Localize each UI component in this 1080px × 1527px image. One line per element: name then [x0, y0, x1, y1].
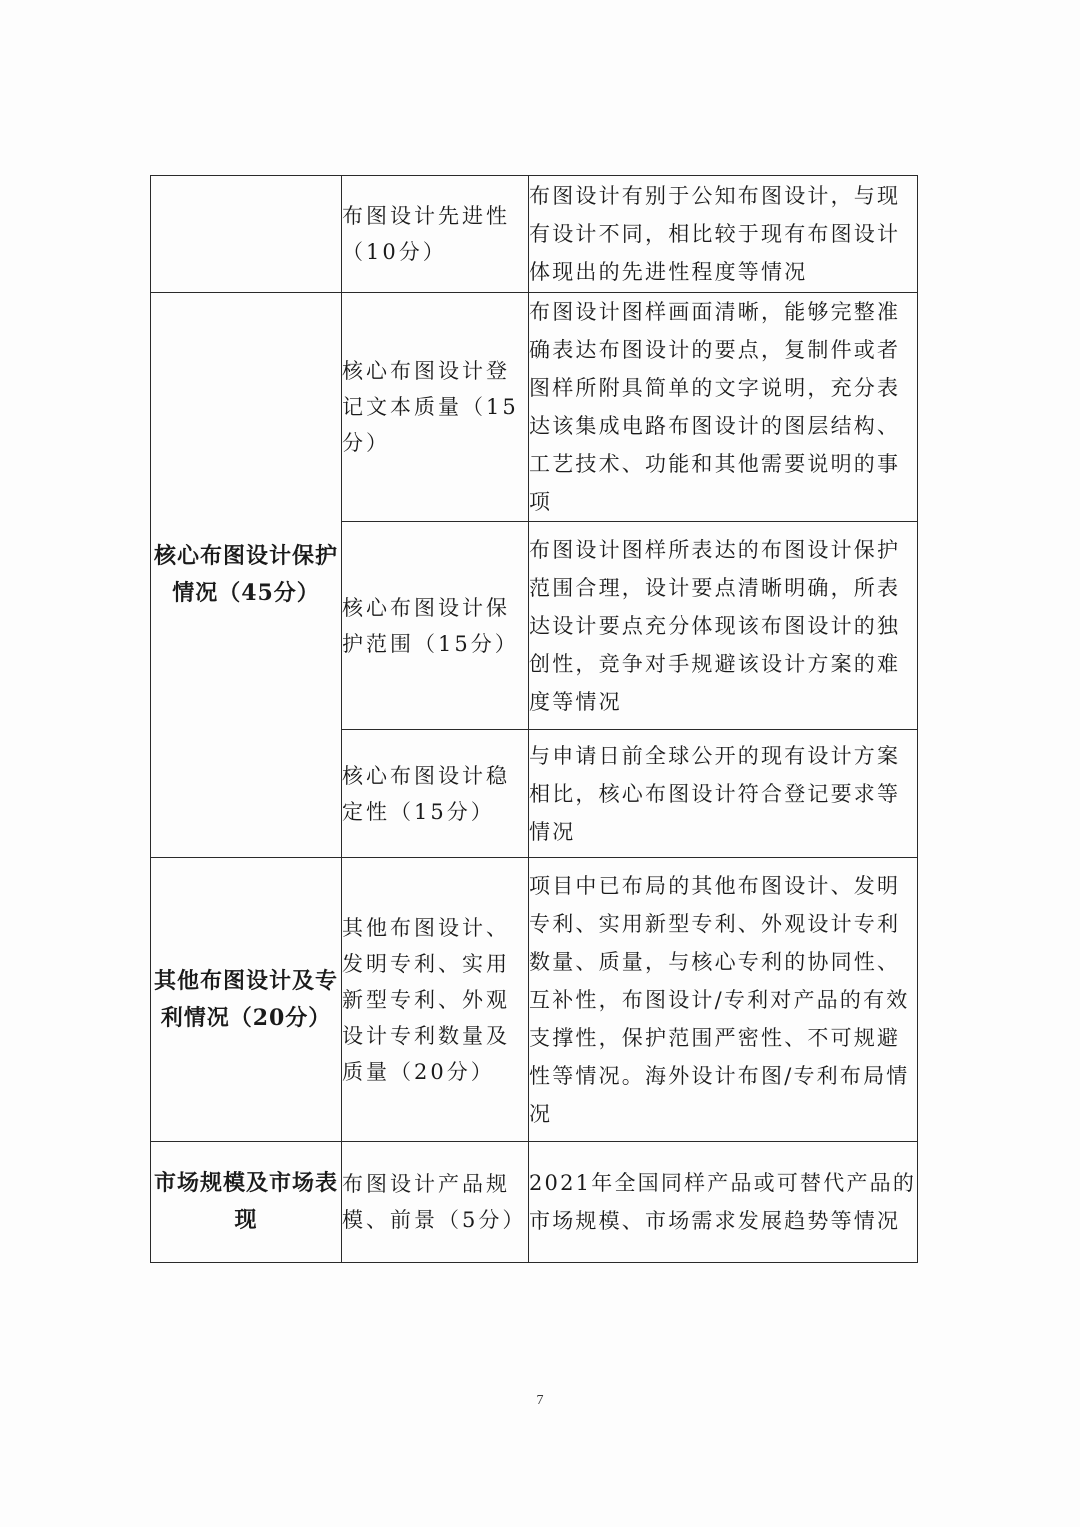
subcategory-cell: 布图设计先进性（10分） — [342, 176, 529, 293]
page-number: 7 — [536, 1393, 544, 1408]
subcategory-cell: 核心布图设计登记文本质量（15分） — [342, 293, 529, 522]
category-cell: 其他布图设计及专利情况（20分） — [151, 858, 342, 1142]
subcategory-cell: 核心布图设计稳定性（15分） — [342, 730, 529, 858]
description-cell: 布图设计图样画面清晰，能够完整准确表达布图设计的要点，复制件或者图样所附具简单的文字说明，充分表达该集成电路布图设计的图层结构、工艺技术、功能和其他需要说明的事项 — [529, 293, 918, 522]
description-cell: 布图设计有别于公知布图设计，与现有设计不同，相比较于现有布图设计体现出的先进性程度等情况 — [529, 176, 918, 293]
table-row — [151, 176, 918, 293]
category-cell — [151, 176, 342, 293]
description-cell: 项目中已布局的其他布图设计、发明专利、实用新型专利、外观设计专利数量、质量，与核心专利的协同性、互补性，布图设计/专利对产品的有效支撑性，保护范围严密性、不可规避性等情况。海外设计布图/专利布局情况 — [529, 858, 918, 1142]
subcategory-cell: 核心布图设计保护范围（15分） — [342, 522, 529, 730]
category-cell: 市场规模及市场表现 — [151, 1142, 342, 1263]
description-cell: 2021年全国同样产品或可替代产品的市场规模、市场需求发展趋势等情况 — [529, 1142, 918, 1263]
description-cell: 与申请日前全球公开的现有设计方案相比，核心布图设计符合登记要求等情况 — [529, 730, 918, 858]
category-cell: 核心布图设计保护情况（45分） — [151, 293, 342, 858]
table-row — [151, 293, 918, 522]
description-cell: 布图设计图样所表达的布图设计保护范围合理，设计要点清晰明确，所表达设计要点充分体现该布图设计的独创性，竞争对手规避该设计方案的难度等情况 — [529, 522, 918, 730]
table-row — [151, 858, 918, 1142]
evaluation-criteria-table — [150, 175, 918, 1263]
subcategory-cell: 其他布图设计、发明专利、实用新型专利、外观设计专利数量及质量（20分） — [342, 858, 529, 1142]
table-row — [151, 1142, 918, 1263]
subcategory-cell: 布图设计产品规模、前景（5分） — [342, 1142, 529, 1263]
